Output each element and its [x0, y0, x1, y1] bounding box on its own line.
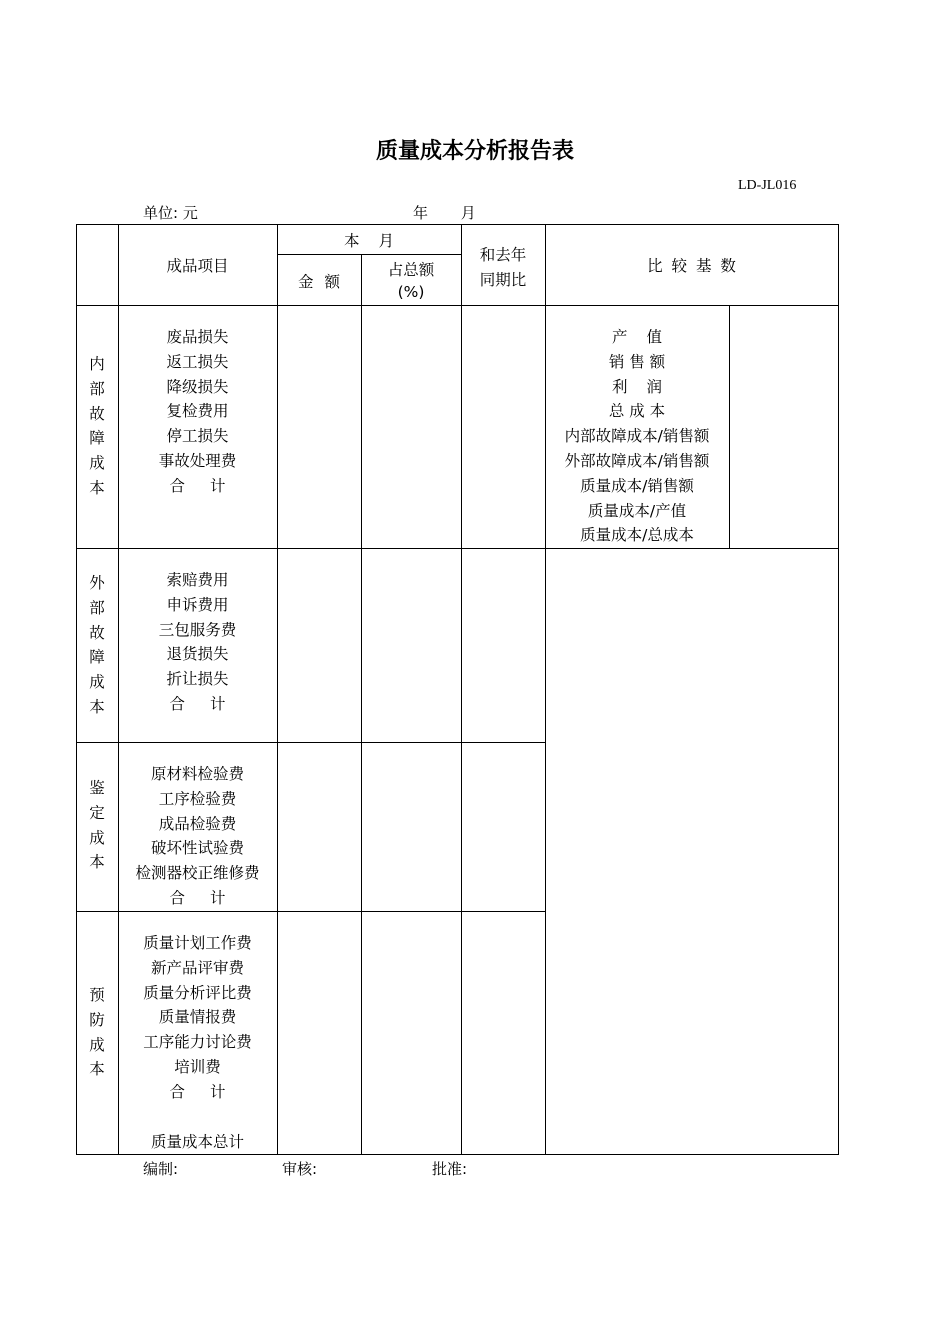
list-item: 三包服务费	[158, 620, 237, 639]
basis-list	[545, 325, 729, 548]
list-item: 返工损失	[166, 352, 229, 371]
header-basis: 比 较 基 数	[647, 257, 736, 275]
header-percent: 占总额	[387, 261, 435, 279]
list-item: 销 售 额	[608, 352, 666, 371]
list-item: 培训费	[174, 1057, 221, 1076]
list-item: 利 润	[612, 377, 662, 396]
list-item: 申诉费用	[166, 595, 229, 614]
list-item: 产 值	[612, 328, 662, 346]
list-item: 废品损失	[166, 328, 229, 346]
list-item: 原材料检验费	[150, 765, 244, 783]
table-border-bottom	[76, 1154, 839, 1155]
table-border-right	[838, 224, 839, 1155]
document-code: LD-JL016	[738, 178, 797, 193]
list-item: 质量成本/总成本	[580, 526, 694, 545]
header-percent-unit: (%)	[397, 283, 425, 301]
unit-label: 单位: 元	[143, 204, 198, 222]
list-item: 成品检验费	[158, 814, 237, 833]
category-prevention: 预 防 成 本	[89, 986, 105, 1079]
year-month-label: 年 月	[413, 204, 476, 222]
list-item: 合 计	[169, 888, 226, 907]
list-item: 停工损失	[166, 427, 229, 446]
header-yoy: 和去年	[479, 246, 527, 264]
items-prevention	[118, 931, 277, 1105]
list-item: 检测器校正维修费	[135, 864, 260, 883]
list-item: 合 计	[169, 694, 226, 713]
column-line	[729, 305, 730, 549]
column-line	[277, 224, 278, 1155]
list-item: 外部故障成本/销售额	[564, 451, 710, 470]
list-item: 事故处理费	[158, 451, 237, 470]
reviewed-by-label: 审核:	[282, 1160, 318, 1178]
list-item: 折让损失	[166, 670, 229, 689]
list-item: 索赔费用	[166, 571, 229, 589]
prepared-by-label: 编制:	[143, 1160, 179, 1178]
category-internal-failure: 内 部 故 障 成 本	[89, 355, 105, 497]
section-divider	[76, 742, 546, 743]
approved-by-label: 批准:	[432, 1160, 468, 1178]
quality-cost-total-label: 质量成本总计	[150, 1133, 244, 1151]
list-item: 合 计	[169, 476, 226, 495]
list-item: 质量成本/产值	[587, 501, 687, 520]
list-item: 总 成 本	[608, 402, 666, 421]
list-item: 内部故障成本/销售额	[564, 427, 710, 446]
list-item: 质量成本/销售额	[580, 476, 694, 495]
section-divider	[76, 911, 546, 912]
category-external-failure: 外 部 故 障 成 本	[89, 574, 105, 716]
list-item: 工序能力讨论费	[143, 1033, 252, 1052]
list-item: 退货损失	[166, 645, 229, 664]
list-item: 合 计	[169, 1082, 226, 1101]
list-item: 降级损失	[166, 377, 229, 396]
list-item: 破坏性试验费	[150, 839, 244, 858]
document-title: 质量成本分析报告表	[375, 139, 574, 164]
list-item: 质量计划工作费	[143, 934, 252, 952]
list-item: 复检费用	[166, 402, 229, 421]
header-yoy-line2: 同期比	[479, 271, 527, 289]
items-internal-failure	[118, 325, 277, 499]
header-amount: 金 额	[298, 273, 340, 291]
list-item: 质量情报费	[158, 1008, 237, 1027]
category-appraisal: 鉴 定 成 本	[89, 779, 105, 872]
header-item: 成品项目	[166, 257, 229, 275]
header-bottom-line	[76, 305, 839, 306]
table-border-top	[76, 224, 839, 225]
list-item: 质量分析评比费	[143, 983, 252, 1002]
items-external-failure	[118, 568, 277, 717]
items-appraisal	[118, 762, 277, 911]
header-divider	[277, 254, 462, 255]
header-this-month: 本 月	[344, 232, 394, 250]
list-item: 新产品评审费	[150, 958, 244, 977]
column-line	[361, 254, 362, 1155]
list-item: 工序检验费	[158, 789, 237, 808]
column-line	[461, 224, 462, 1155]
